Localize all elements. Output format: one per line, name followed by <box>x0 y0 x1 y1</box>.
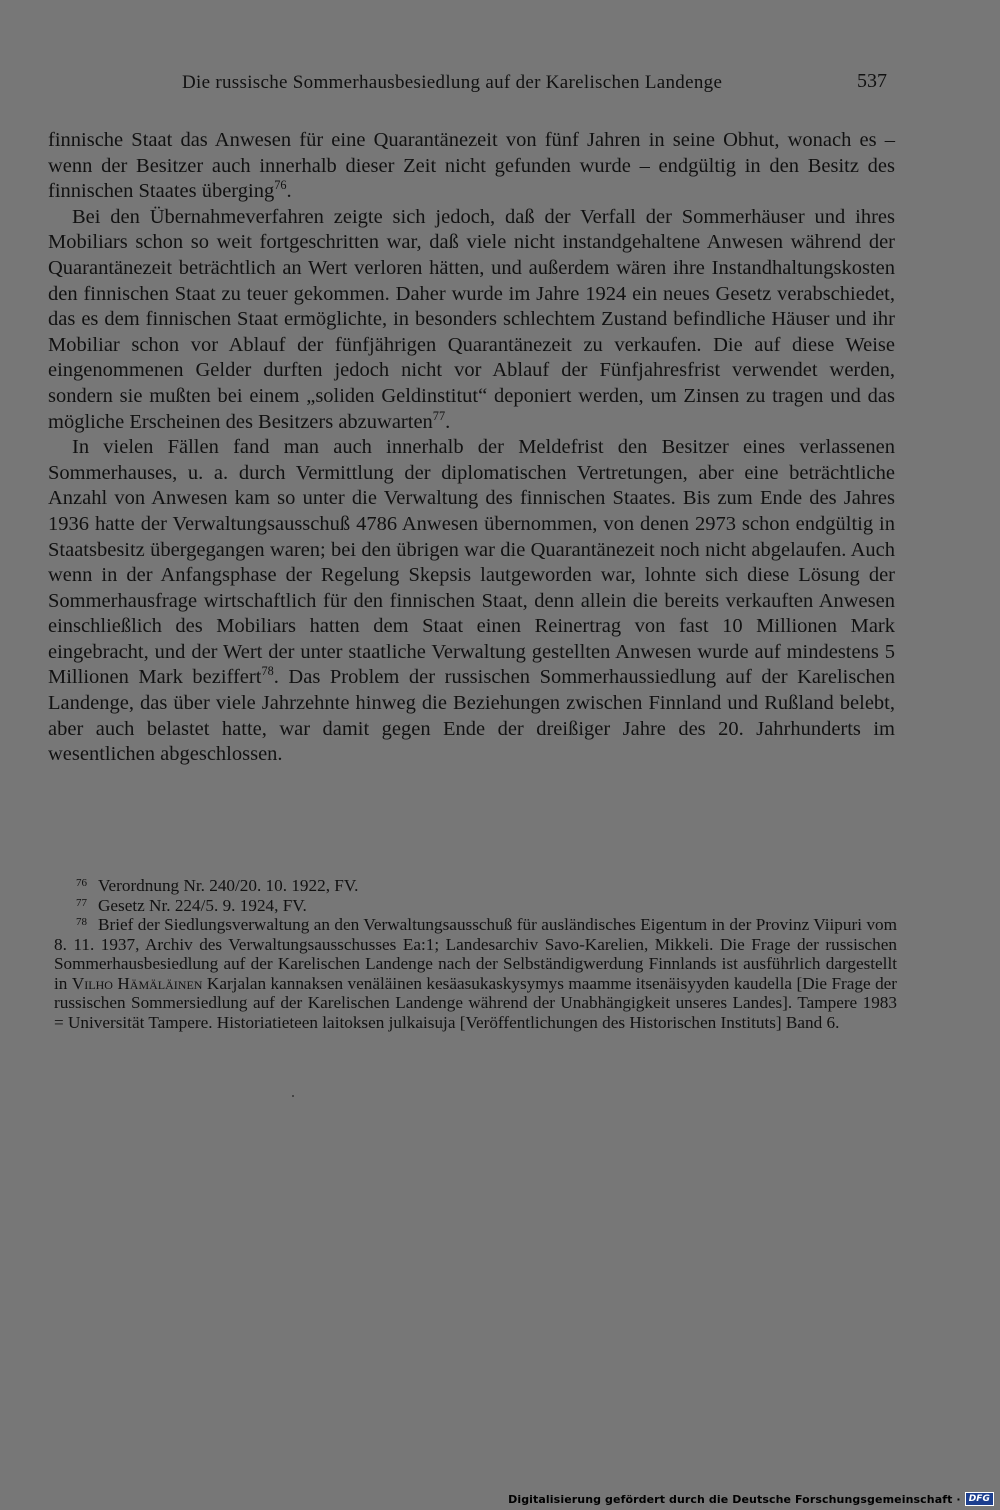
running-title: Die russische Sommerhausbesiedlung auf der Karelischen Landenge <box>182 72 723 93</box>
footnote-ref-77: 77 <box>432 408 446 423</box>
footnote-author: Vilho Hämäläinen <box>71 973 203 993</box>
footnote-77: 77 Gesetz Nr. 224/5. 9. 1924, FV. <box>76 895 307 915</box>
footnote-text-end: Karjalan kannaksen venäläinen kesäasukaskysymys maamme itsenäisyyden kaudella [Die Frage der russischen Sommersiedlung auf der Karelischen Landenge während der Unabhängigkeit unseres Landes]. Tampere 1983 = Universität Tampere. Historiatieteen laitoksen julkaisuja [Veröffentlichungen des Historischen Instituts] Band 6. <box>54 973 898 1032</box>
footnote-ref-76: 76 <box>274 178 287 193</box>
stray-mark <box>292 1095 294 1097</box>
footnote-ref-78: 78 <box>261 664 274 679</box>
main-text <box>48 128 895 768</box>
paragraph-3 <box>48 435 895 768</box>
footnotes <box>54 876 897 1032</box>
paragraph-1-text: finnische Staat das Anwesen für eine Quarantänezeit von fünf Jahren in seine Obhut, wonach es – wenn der Besitzer auch innerhalb dieser Zeit nicht gefunden wurde – endgültig in den Besitz des finnischen Staates überging <box>48 129 895 203</box>
footnote-text-start: Brief der Siedlungsverwaltung an den Verwaltungsausschuß für ausländisches Eigentum in der Provinz Viipuri vom 8. 11. 1937, Archiv des Verwaltungsausschusses Ea:1; Landesarchiv Savo-Karelien, Mikkeli. Die Frage der russischen Sommerhausbesiedlung auf der Karelischen Landenge nach der Selbständigwerdung Finnlands ist ausführlich dargestellt in <box>54 915 897 993</box>
paragraph-3-end: . Das Problem der russischen Sommerhaussiedlung auf der Karelischen Landenge, das über viele Jahrzehnte hinweg die Beziehungen zwischen Finnland und Rußland belebt, aber auch belastet hatte, war damit gegen Ende der dreißiger Jahre des 20. Jahrhunderts im wesentlichen abgeschlossen. <box>48 666 896 766</box>
paragraph-2-end: . <box>445 410 451 433</box>
page-number: 537 <box>857 70 887 92</box>
paragraph-3-text: In vielen Fällen fand man auch innerhalb der Meldefrist den Besitzer eines verlassenen Sommerhauses, u. a. durch Vermittlung der diplomatischen Vertretungen, aber eine beträchtliche Anzahl von Anwesen kam so unter die Verwaltung des finnischen Staates. Bis zum Ende des Jahres 1936 hatte der Verwaltungsausschuß 4786 Anwesen übernommen, von denen 2973 schon endgültig in Staatsbesitz übergegangen waren; bei den übrigen war die Quarantänezeit noch nicht abgelaufen. Auch wenn in der Anfangsphase der Regelung Skepsis lautgeworden war, lohnte sich diese Lösung der Sommerhausfrage wirtschaftlich für den finnischen Staat, denn allein die bereits verkauften Anwesen einschließlich des Mobiliars hatten dem Staat einen Reinertrag von fast 10 Millionen Mark eingebracht, und der Wert der unter staatliche Verwaltung gestellten Anwesen wurde auf mindestens 5 Millionen Mark beziffert <box>48 436 895 689</box>
paragraph-2 <box>48 205 895 435</box>
paragraph-1 <box>48 128 895 205</box>
running-header <box>0 70 1000 100</box>
paragraph-2-text: Bei den Übernahmeverfahren zeigte sich jedoch, daß der Verfall der Sommerhäuser und ihres Mobiliars schon so weit fortgeschritten war, daß viele nicht instandgehaltene Anwesen während der Quarantänezeit beträchtlich an Wert verloren hätten, und außerdem wären ihre Instandhaltungskosten den finnischen Staat zu teuer gekommen. Daher wurde im Jahre 1924 ein neues Gesetz verabschiedet, das es dem finnischen Staat ermöglichte, in besonders schlechtem Zustand befindliche Häuser und ihr Mobiliar schon vor Ablauf der fünfjährigen Quarantänezeit zu verkaufen. Die auf diese Weise eingenommenen Gelder durften jedoch nicht vor Ablauf der Fünfjahresfrist verwendet werden, sondern sie mußten bei einem „soliden Geldinstitut“ deponiert werden, um Zinsen zu tragen und das mögliche Erscheinen des Besitzers abzuwarten <box>48 205 895 433</box>
digitization-footer <box>508 1490 994 1508</box>
footnote-78: 78 Brief der Siedlungsverwaltung an den Verwaltungsausschuß für ausländisches Eigentum in der Provinz Viipuri vom 8. 11. 1937, Archiv des Verwaltungsausschusses Ea:1; Landesarchiv Savo-Karelien, Mikkeli. Die Frage der russischen Sommerhausbesiedlung auf der Karelischen Landenge nach der Selbständigwerdung Finnlands ist ausführlich dargestellt in Vilho Hämäläinen Karjalan kannaksen venäläinen kesäasukaskysymys maamme itsenäisyyden kaudella [Die Frage der russischen Sommersiedlung auf der Karelischen Landenge während der Unabhängigkeit unseres Landes]. Tampere 1983 = Universität Tampere. Historiatieteen laitoksen julkaisuja [Veröffentlichungen des Historischen Instituts] Band 6. <box>54 915 898 1032</box>
digitization-note: Digitalisierung gefördert durch die Deutsche Forschungsgemeinschaft · <box>508 1492 961 1506</box>
footnote-76: 76 Verordnung Nr. 240/20. 10. 1922, FV. <box>76 876 359 895</box>
paragraph-1-end: . <box>286 180 292 203</box>
footnote-text: Gesetz Nr. 224/5. 9. 1924, FV. <box>98 895 307 915</box>
dfg-logo-icon[interactable]: DFG <box>965 1492 994 1506</box>
footnote-text: Verordnung Nr. 240/20. 10. 1922, FV. <box>98 876 359 895</box>
